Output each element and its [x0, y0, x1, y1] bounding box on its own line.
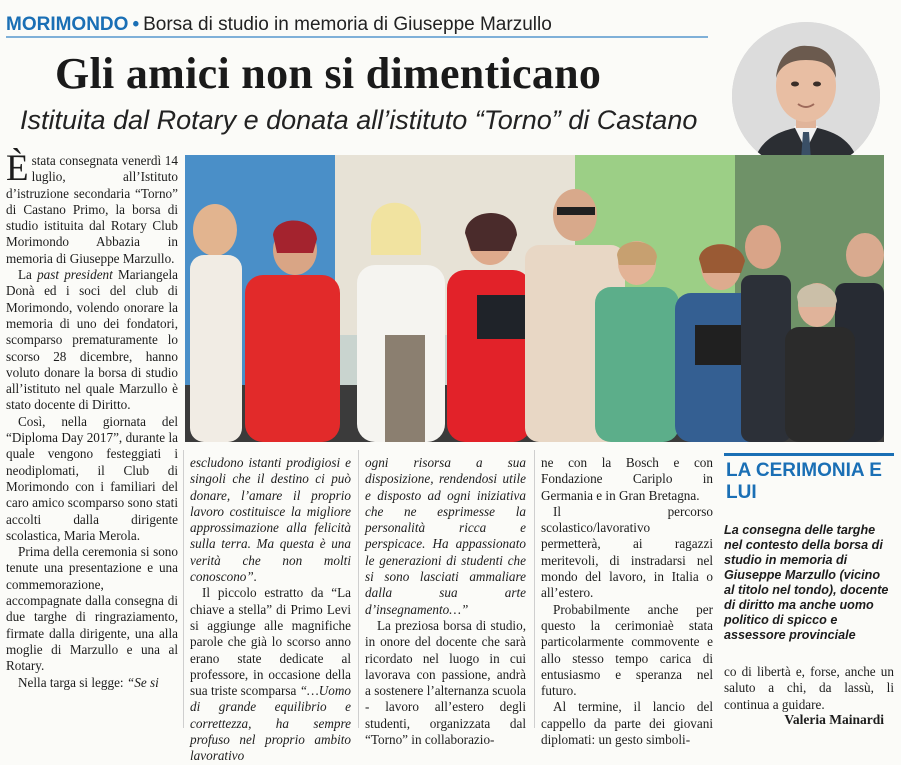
quote-text: “…Uomo di grande equilibrio e correttezza, ha sempre profuso nel proprio ambito lavorativo: [190, 683, 352, 764]
quote-text: “Se si: [126, 674, 159, 690]
group-photo-illustration: [185, 155, 884, 442]
topic-label: Borsa di studio in memoria di Giuseppe Marzullo: [143, 14, 552, 35]
quote-paragraph: escludono istanti prodigiosi e singoli che il destino ci può donare, l’amare il proprio lavoro costituisce la migliore approssimazione alla felicità sulla terra. Ma questa è una verità che non molti conoscono”.: [190, 455, 351, 585]
separator-dot: •: [132, 14, 140, 35]
paragraph: [6, 267, 178, 414]
column-divider: [358, 450, 359, 728]
paragraph: ne con la Bosch e con Fondazione Cariplo in Germania e in Gran Bretagna.: [541, 455, 713, 503]
subheadline: Istituita dal Rotary e donata all’istituto “Torno” di Castano: [20, 105, 698, 135]
portrait-illustration: [732, 22, 880, 170]
location-label: MORIMONDO: [6, 14, 129, 35]
paragraph: co di libertà e, forse, anche un saluto a chi, da lassù, li continua a guidare.: [724, 664, 894, 712]
section-kicker: [6, 14, 708, 38]
photo-caption: La consegna delle targhe nel contesto della borsa di studio in memoria di Giuseppe Marzullo (vicino al titolo nel tondo), docente di diritto ma anche uomo politico di spicco e assessore provinciale: [724, 523, 889, 642]
paragraph: [190, 585, 351, 764]
article-column-1: [6, 148, 179, 691]
article-column-4: [541, 455, 713, 748]
headline: Gli amici non si dimenticano: [55, 49, 602, 98]
paragraph-text: stata consegnata venerdì 14 luglio, all’Istituto d’istruzione secondaria “Torno” di Castano Primo, la borsa di studio istituita dal Rotary Club Morimondo Abbazia in memoria di Giuseppe Marzullo.: [6, 153, 178, 266]
author-byline: Valeria Mainardi: [784, 712, 884, 727]
article-column-2: [190, 455, 351, 765]
paragraph: Al termine, il lancio del cappello da parte dei giovani diplomati: un gesto simboli-: [541, 699, 713, 748]
sidebar-rule: [724, 453, 894, 456]
portrait-photo: [732, 22, 880, 170]
group-photo: [185, 155, 884, 442]
paragraph: Il percorso scolastico/lavorativo permetterà, ai ragazzi meritevoli, di instradarsi nel mondo del lavoro, in Italia o all’estero.: [541, 503, 713, 601]
paragraph: [6, 675, 178, 691]
paragraph: Così, nella giornata del “Diploma Day 2017”, durante la quale vengono festeggiati i neodiplomati, il Club di Morimondo con i familiari del caro amico scomparso sono stati accolti dalla dirigente scolastica, Maria Merola.: [6, 413, 178, 543]
paragraph: La preziosa borsa di studio, in onore del docente che sarà ricordato nel luogo in cui lavorava con passione, andrà a sostenere l’alternanza scuola - lavoro all’estero degli studenti, organizzata dal “Torno” in collaborazio-: [365, 617, 526, 748]
paragraph-text: La: [18, 267, 32, 283]
sidebar-title: LA CERIMONIA E LUI: [726, 460, 882, 503]
paragraph: Probabilmente anche per questo la cerimoniaè stata particolarmente commovente e allo stesso tempo carica di entusiasmo e speranza nel futuro.: [541, 601, 713, 699]
drop-cap: È: [6, 148, 29, 189]
article-column-5: [724, 664, 894, 713]
paragraph-text: Mariangela Donà ed i soci del club di Morimondo, volendo onorare la memoria di uno dei fondatori, scomparso prematuramente lo scorso 28 dicembre, hanno voluto donare la borsa di studio all’istituto nel quale Marzullo è stato docente di Diritto.: [6, 267, 179, 413]
paragraph: Prima della ceremonia si sono tenute una presentazione e una commemorazione, accompagnate dalla consegna di due targhe di ringraziamento, firmate dalla dirigente, una alla moglie di Marzullo e una al Rotary.: [6, 544, 178, 674]
article-column-3: [365, 455, 526, 748]
paragraph-text: Il piccolo estratto da “La chiave a stella” di Primo Levi si aggiunge alle magnifiche parole che già lo scorso anno erano state dedicate al professore, in occasione della sua triste scomparsa: [190, 585, 351, 699]
italic-term: past president: [37, 267, 113, 283]
column-divider: [183, 450, 184, 728]
column-divider: [534, 450, 535, 728]
paragraph-text: Nella targa si legge:: [18, 674, 124, 690]
paragraph: [6, 148, 178, 267]
quote-paragraph: ogni risorsa a sua disposizione, rendendosi utile e disposto ad ogni iniziativa che ne esprimesse la personalità ricca e perspicace. Ha appassionato le generazioni di studenti che si sono lasciati ammaliare dalla sua arte d’insegnamento…”: [365, 455, 526, 617]
